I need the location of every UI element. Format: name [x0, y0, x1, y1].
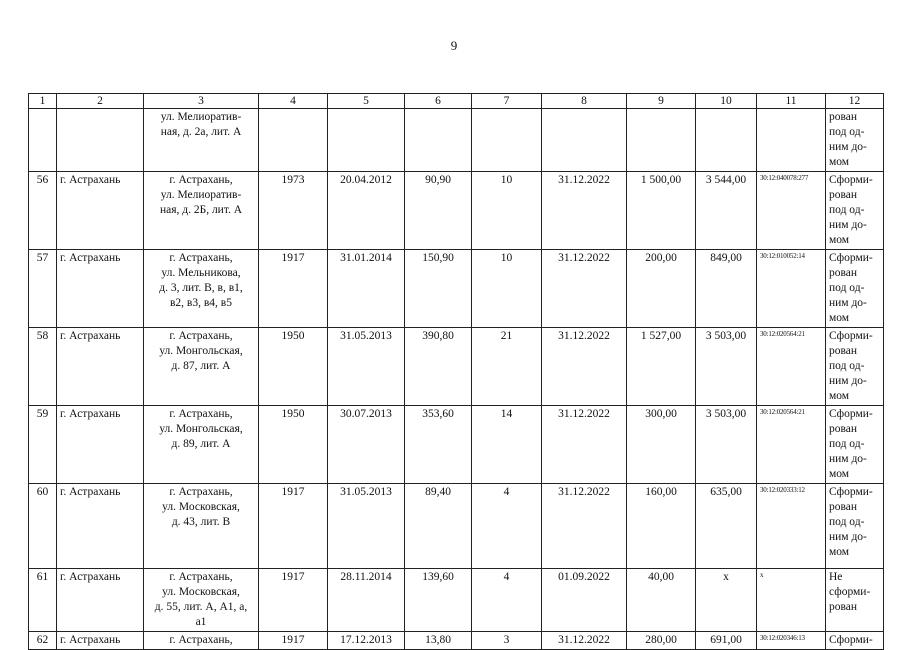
- table-cell-col-9: 300,00: [627, 406, 696, 484]
- header-cell-10: 10: [696, 94, 757, 109]
- table-cell-col-6: 353,60: [405, 406, 472, 484]
- table-cell-col-12: Сформи- рован под од- ним до- мом: [826, 172, 884, 250]
- table-cell-col-8: [542, 109, 627, 172]
- table-cell-col-9: 1 527,00: [627, 328, 696, 406]
- table-cell-col-2: г. Астрахань: [57, 250, 144, 328]
- table-cell-col-3: г. Астрахань, ул. Московская, д. 43, лит. В: [144, 484, 259, 569]
- table-cell-col-8: 31.12.2022: [542, 406, 627, 484]
- table-cell-col-4: 1917: [259, 484, 328, 569]
- table-cell-col-6: 13,80: [405, 632, 472, 650]
- table-cell-col-11: 30:12:020564:21: [757, 328, 826, 406]
- header-cell-7: 7: [472, 94, 542, 109]
- table-cell-col-3: г. Астрахань, ул. Монгольская, д. 87, лит. А: [144, 328, 259, 406]
- table-cell-col-7: 21: [472, 328, 542, 406]
- header-cell-1: 1: [29, 94, 57, 109]
- table-cell-col-12: Сформи- рован под од- ним до- мом: [826, 484, 884, 569]
- header-cell-3: 3: [144, 94, 259, 109]
- table-cell-col-4: 1950: [259, 406, 328, 484]
- table-cell-col-2: [57, 109, 144, 172]
- table-cell-col-7: 4: [472, 569, 542, 632]
- table-cell-col-6: 90,90: [405, 172, 472, 250]
- table-cell-col-3: г. Астрахань, ул. Мелиоратив- ная, д. 2Б, лит. А: [144, 172, 259, 250]
- table-cell-col-10: [696, 109, 757, 172]
- table-cell-col-1: [29, 109, 57, 172]
- table-cell-col-1: 56: [29, 172, 57, 250]
- table-cell-col-6: 139,60: [405, 569, 472, 632]
- table-cell-col-9: 200,00: [627, 250, 696, 328]
- table-cell-col-6: 150,90: [405, 250, 472, 328]
- table-cell-col-9: 280,00: [627, 632, 696, 650]
- table-cell-col-1: 59: [29, 406, 57, 484]
- table-header-row: [29, 94, 884, 109]
- table-cell-col-2: г. Астрахань: [57, 632, 144, 650]
- table-cell-col-8: 31.12.2022: [542, 250, 627, 328]
- table-row: [29, 406, 884, 484]
- table-cell-col-7: 10: [472, 250, 542, 328]
- table-cell-col-7: 10: [472, 172, 542, 250]
- table-cell-col-8: 31.12.2022: [542, 484, 627, 569]
- table-cell-col-5: 31.05.2013: [328, 484, 405, 569]
- table-cell-col-3: г. Астрахань, ул. Монгольская, д. 89, лит. А: [144, 406, 259, 484]
- table-cell-col-8: 31.12.2022: [542, 328, 627, 406]
- table-cell-col-12: Не сформи- рован: [826, 569, 884, 632]
- table-cell-col-5: 31.01.2014: [328, 250, 405, 328]
- table-cell-col-4: [259, 109, 328, 172]
- table-cell-col-11: 30:12:040078:277: [757, 172, 826, 250]
- table-row: [29, 172, 884, 250]
- header-cell-11: 11: [757, 94, 826, 109]
- header-cell-6: 6: [405, 94, 472, 109]
- table-cell-col-1: 60: [29, 484, 57, 569]
- table-cell-col-3: ул. Мелиоратив- ная, д. 2а, лит. А: [144, 109, 259, 172]
- table-cell-col-12: рован под од- ним до- мом: [826, 109, 884, 172]
- table-cell-col-11: [757, 109, 826, 172]
- table-cell-col-10: 849,00: [696, 250, 757, 328]
- table-cell-col-6: [405, 109, 472, 172]
- table-cell-col-1: 62: [29, 632, 57, 650]
- header-cell-8: 8: [542, 94, 627, 109]
- table-cell-col-2: г. Астрахань: [57, 172, 144, 250]
- table-cell-col-3: г. Астрахань, ул. Московская, д. 55, лит. А, А1, а, а1: [144, 569, 259, 632]
- table-cell-col-7: 4: [472, 484, 542, 569]
- table-row: [29, 484, 884, 569]
- table-cell-col-11: х: [757, 569, 826, 632]
- table-cell-col-5: 30.07.2013: [328, 406, 405, 484]
- data-table: [28, 93, 884, 650]
- table-cell-col-5: 28.11.2014: [328, 569, 405, 632]
- table-row: [29, 328, 884, 406]
- table-cell-col-7: 3: [472, 632, 542, 650]
- page-number: 9: [450, 38, 458, 53]
- table-cell-col-10: 3 544,00: [696, 172, 757, 250]
- table-row: [29, 569, 884, 632]
- header-cell-5: 5: [328, 94, 405, 109]
- table-cell-col-5: [328, 109, 405, 172]
- table-cell-col-10: х: [696, 569, 757, 632]
- table-row: [29, 632, 884, 650]
- table-cell-col-2: г. Астрахань: [57, 328, 144, 406]
- table-cell-col-8: 31.12.2022: [542, 172, 627, 250]
- table-cell-col-4: 1917: [259, 250, 328, 328]
- table-cell-col-12: Сформи-: [826, 632, 884, 650]
- table-row: [29, 250, 884, 328]
- table-cell-col-5: 20.04.2012: [328, 172, 405, 250]
- table-cell-col-5: 31.05.2013: [328, 328, 405, 406]
- table-cell-col-11: 30:12:010052:14: [757, 250, 826, 328]
- table-cell-col-4: 1917: [259, 632, 328, 650]
- table-cell-col-9: 40,00: [627, 569, 696, 632]
- table-cell-col-11: 30:12:020346:13: [757, 632, 826, 650]
- table-cell-col-10: 3 503,00: [696, 328, 757, 406]
- table-cell-col-3: г. Астрахань,: [144, 632, 259, 650]
- table-cell-col-4: 1973: [259, 172, 328, 250]
- table-cell-col-2: г. Астрахань: [57, 484, 144, 569]
- table-cell-col-6: 390,80: [405, 328, 472, 406]
- table-cell-col-1: 57: [29, 250, 57, 328]
- table-cell-col-7: [472, 109, 542, 172]
- table-cell-col-4: 1917: [259, 569, 328, 632]
- table-cell-col-9: [627, 109, 696, 172]
- table-cell-col-5: 17.12.2013: [328, 632, 405, 650]
- table-cell-col-2: г. Астрахань: [57, 569, 144, 632]
- header-cell-4: 4: [259, 94, 328, 109]
- table-cell-col-11: 30:12:020564:21: [757, 406, 826, 484]
- table-cell-col-10: 3 503,00: [696, 406, 757, 484]
- table-cell-col-8: 01.09.2022: [542, 569, 627, 632]
- header-cell-2: 2: [57, 94, 144, 109]
- table-cell-col-1: 58: [29, 328, 57, 406]
- table-cell-col-2: г. Астрахань: [57, 406, 144, 484]
- table-cell-col-12: Сформи- рован под од- ним до- мом: [826, 250, 884, 328]
- table-cell-col-11: 30:12:020333:12: [757, 484, 826, 569]
- table-cell-col-3: г. Астрахань, ул. Мельникова, д. 3, лит. В, в, в1, в2, в3, в4, в5: [144, 250, 259, 328]
- table-cell-col-12: Сформи- рован под од- ним до- мом: [826, 406, 884, 484]
- header-cell-9: 9: [627, 94, 696, 109]
- table-cell-col-1: 61: [29, 569, 57, 632]
- table-cell-col-6: 89,40: [405, 484, 472, 569]
- header-cell-12: 12: [826, 94, 884, 109]
- table-cell-col-10: 691,00: [696, 632, 757, 650]
- table-cell-col-9: 160,00: [627, 484, 696, 569]
- table-row: [29, 109, 884, 172]
- table-cell-col-12: Сформи- рован под од- ним до- мом: [826, 328, 884, 406]
- table-cell-col-8: 31.12.2022: [542, 632, 627, 650]
- table-cell-col-7: 14: [472, 406, 542, 484]
- table-cell-col-10: 635,00: [696, 484, 757, 569]
- table-cell-col-9: 1 500,00: [627, 172, 696, 250]
- table-cell-col-4: 1950: [259, 328, 328, 406]
